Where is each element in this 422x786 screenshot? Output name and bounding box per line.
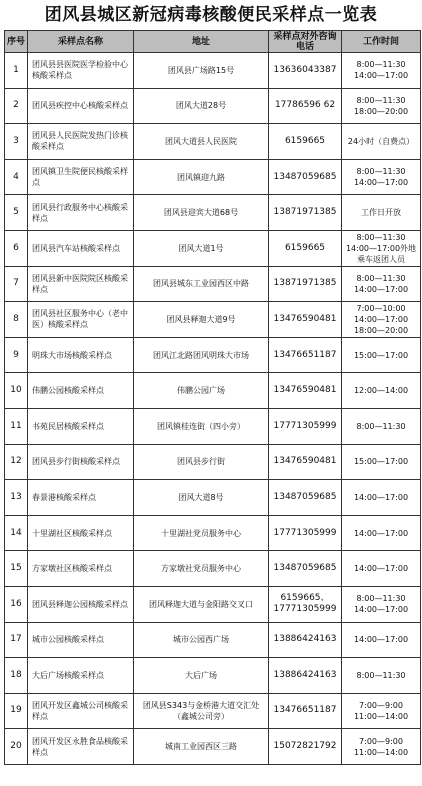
cell-index: 10 (5, 373, 28, 409)
page-title: 团风县城区新冠病毒核酸便民采样点一览表 (44, 5, 378, 25)
cell-site-name: 城市公园核酸采样点 (28, 622, 134, 658)
cell-phone: 17771305999 (269, 408, 342, 444)
cell-phone: 13487059685 (269, 480, 342, 516)
table-row (5, 124, 421, 160)
cell-phone: 13886424163 (269, 622, 342, 658)
table-row (5, 88, 421, 124)
header-index: 序号 (5, 31, 28, 53)
table-row (5, 729, 421, 765)
cell-index: 19 (5, 693, 28, 729)
cell-address: 团风大道1号 (134, 230, 269, 266)
table-row (5, 159, 421, 195)
header-phone: 采样点对外咨询电话 (269, 31, 342, 53)
cell-index: 20 (5, 729, 28, 765)
cell-address: 十里湖社党员服务中心 (134, 515, 269, 551)
cell-address: 团风江北路团风明珠大市场 (134, 337, 269, 373)
cell-site-name: 明珠大市场核酸采样点 (28, 337, 134, 373)
cell-index: 1 (5, 53, 28, 89)
table-row (5, 302, 421, 338)
header-address: 地址 (134, 31, 269, 53)
cell-phone: 17771305999 (269, 515, 342, 551)
cell-hours: 8:00—11:30 (342, 408, 421, 444)
cell-site-name: 大后广场核酸采样点 (28, 658, 134, 694)
cell-address: 大后广场 (134, 658, 269, 694)
cell-site-name: 方家墩社区核酸采样点 (28, 551, 134, 587)
cell-address: 团风大道县人民医院 (134, 124, 269, 160)
cell-phone: 17786596 62 (269, 88, 342, 124)
cell-hours: 8:00—11:30 14:00—17:00 (342, 159, 421, 195)
table-row (5, 337, 421, 373)
cell-hours: 14:00—17:00 (342, 515, 421, 551)
table-body (5, 53, 421, 765)
cell-address: 城市公园西广场 (134, 622, 269, 658)
cell-phone: 13871971385 (269, 266, 342, 302)
table-row (5, 444, 421, 480)
header-name: 采样点名称 (28, 31, 134, 53)
cell-address: 团风大道8号 (134, 480, 269, 516)
cell-address: 团风释迦大道与金阳路交叉口 (134, 586, 269, 622)
table-row (5, 551, 421, 587)
table-row (5, 515, 421, 551)
table-row (5, 266, 421, 302)
cell-phone: 13476590481 (269, 302, 342, 338)
cell-hours: 7:00—9:00 11:00—14:00 (342, 693, 421, 729)
cell-hours: 7:00—9:00 11:00—14:00 (342, 729, 421, 765)
cell-index: 15 (5, 551, 28, 587)
cell-site-name: 团风县汽车站核酸采样点 (28, 230, 134, 266)
cell-phone: 13476651187 (269, 337, 342, 373)
cell-index: 12 (5, 444, 28, 480)
cell-index: 2 (5, 88, 28, 124)
cell-hours: 15:00—17:00 (342, 444, 421, 480)
cell-phone: 13476651187 (269, 693, 342, 729)
cell-hours: 14:00—17:00 (342, 551, 421, 587)
cell-site-name: 春景港核酸采样点 (28, 480, 134, 516)
cell-phone: 13487059685 (269, 159, 342, 195)
cell-index: 4 (5, 159, 28, 195)
cell-address: 团风县迎宾大道68号 (134, 195, 269, 231)
cell-hours: 8:00—11:30 14:00—17:00 (342, 266, 421, 302)
cell-index: 8 (5, 302, 28, 338)
cell-phone: 13871971385 (269, 195, 342, 231)
sampling-sites-table (4, 30, 421, 765)
cell-address: 城南工业园西区三路 (134, 729, 269, 765)
cell-address: 团风大道28号 (134, 88, 269, 124)
cell-index: 17 (5, 622, 28, 658)
cell-hours: 8:00—11:30 18:00—20:00 (342, 88, 421, 124)
cell-site-name: 团风镇卫生院便民核酸采样点 (28, 159, 134, 195)
cell-hours: 12:00—14:00 (342, 373, 421, 409)
cell-site-name: 团风县人民医院发热门诊核酸采样点 (28, 124, 134, 160)
cell-phone: 6159665 (269, 230, 342, 266)
cell-site-name: 团风县新中医院院区核酸采样点 (28, 266, 134, 302)
cell-index: 11 (5, 408, 28, 444)
cell-address: 团风县广场路15号 (134, 53, 269, 89)
cell-index: 7 (5, 266, 28, 302)
cell-address: 方家墩社党员服务中心 (134, 551, 269, 587)
cell-phone: 6159665、17771305999 (269, 586, 342, 622)
cell-index: 3 (5, 124, 28, 160)
cell-index: 5 (5, 195, 28, 231)
header-hours: 工作时间 (342, 31, 421, 53)
cell-site-name: 团风县县医院医学检验中心核酸采样点 (28, 53, 134, 89)
table-row (5, 408, 421, 444)
table-row (5, 658, 421, 694)
cell-hours: 14:00—17:00 (342, 480, 421, 516)
cell-hours: 8:00—11:30 14:00—17:00 (342, 53, 421, 89)
cell-phone: 13476590481 (269, 373, 342, 409)
cell-hours: 8:00—11:30 14:00—17:00 (342, 586, 421, 622)
cell-site-name: 团风县行政服务中心核酸采样点 (28, 195, 134, 231)
cell-index: 16 (5, 586, 28, 622)
cell-address: 团风县城东工业园西区中路 (134, 266, 269, 302)
cell-hours: 15:00—17:00 (342, 337, 421, 373)
table-row (5, 53, 421, 89)
cell-phone: 13476590481 (269, 444, 342, 480)
table-row (5, 622, 421, 658)
cell-hours: 24小时（自费点） (342, 124, 421, 160)
cell-index: 18 (5, 658, 28, 694)
cell-site-name: 书苑民居核酸采样点 (28, 408, 134, 444)
cell-index: 13 (5, 480, 28, 516)
cell-index: 6 (5, 230, 28, 266)
cell-phone: 6159665 (269, 124, 342, 160)
cell-address: 团风县S343与金桥港大道交汇处（鑫城公司旁） (134, 693, 269, 729)
cell-site-name: 团风县社区服务中心（老中医）核酸采样点 (28, 302, 134, 338)
cell-site-name: 团风县疾控中心核酸采样点 (28, 88, 134, 124)
cell-index: 14 (5, 515, 28, 551)
cell-site-name: 团风县步行街核酸采样点 (28, 444, 134, 480)
cell-address: 团风县步行街 (134, 444, 269, 480)
cell-phone: 15072821792 (269, 729, 342, 765)
table-row (5, 586, 421, 622)
cell-address: 伟鹏公园广场 (134, 373, 269, 409)
cell-address: 团风县释迦大道9号 (134, 302, 269, 338)
table-row (5, 693, 421, 729)
cell-phone: 13886424163 (269, 658, 342, 694)
table-row (5, 230, 421, 266)
cell-address: 团风镇迎九路 (134, 159, 269, 195)
cell-hours: 7:00—10:00 14:00—17:00 18:00—20:00 (342, 302, 421, 338)
cell-index: 9 (5, 337, 28, 373)
cell-hours: 工作日开放 (342, 195, 421, 231)
table-row (5, 480, 421, 516)
cell-phone: 13636043387 (269, 53, 342, 89)
cell-hours: 8:00—11:30 14:00—17:00外地乘车返团人员 (342, 230, 421, 266)
cell-site-name: 团风县释迦公园核酸采样点 (28, 586, 134, 622)
cell-hours: 8:00—11:30 (342, 658, 421, 694)
table-header-row (5, 31, 421, 53)
cell-site-name: 团风开发区鑫城公司核酸采样点 (28, 693, 134, 729)
cell-site-name: 十里湖社区核酸采样点 (28, 515, 134, 551)
table-row (5, 195, 421, 231)
cell-site-name: 团风开发区永胜食品核酸采样点 (28, 729, 134, 765)
cell-site-name: 伟鹏公园核酸采样点 (28, 373, 134, 409)
cell-address: 团风镇桂连街（四小旁） (134, 408, 269, 444)
cell-phone: 13487059685 (269, 551, 342, 587)
table-row (5, 373, 421, 409)
cell-hours: 14:00—17:00 (342, 622, 421, 658)
